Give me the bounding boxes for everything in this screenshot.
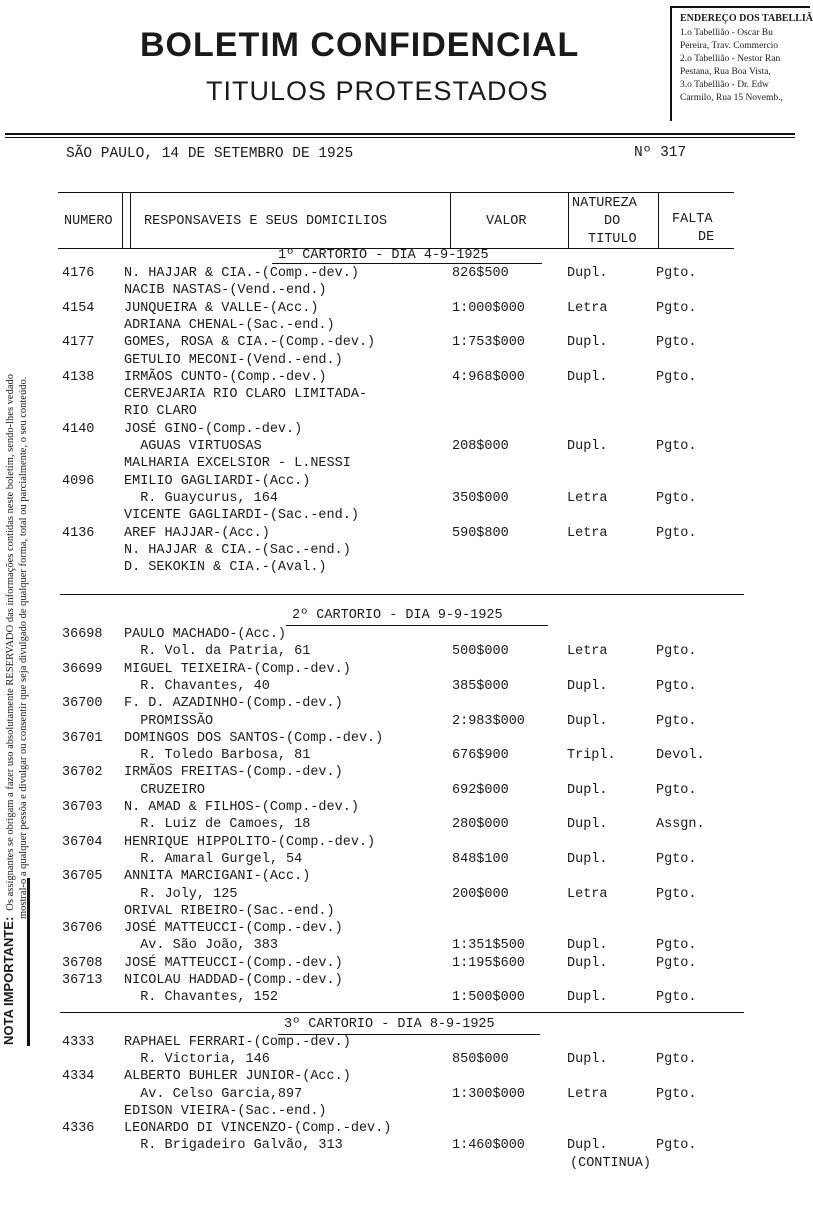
address-heading: ENDEREÇO DOS TABELLIÃ <box>680 13 813 24</box>
row-value: 500$000 <box>452 644 509 660</box>
table-row <box>0 887 795 904</box>
row-responsible: PAULO MACHADO-(Acc.) <box>124 627 287 642</box>
row-responsible: Av. Celso Garcia,897 <box>124 1086 303 1102</box>
row-value: 848$100 <box>452 851 509 867</box>
row-number: 36708 <box>62 955 103 971</box>
row-responsible: R. Victoria, 146 <box>124 1052 270 1068</box>
table-row <box>0 938 795 955</box>
row-number: 4333 <box>62 1035 95 1050</box>
section-heading: 2º CARTORIO - DIA 9-9-1925 <box>292 608 503 623</box>
col-header-falta-2: DE <box>698 230 715 245</box>
row-nature: Dupl. <box>567 1138 608 1154</box>
table-row <box>0 627 795 644</box>
row-nature: Letra <box>567 644 608 660</box>
row-reason: Pgto. <box>656 713 697 729</box>
row-nature: Dupl. <box>567 955 608 971</box>
row-value: 385$000 <box>452 678 509 694</box>
row-responsible: R. Chavantes, 152 <box>124 990 278 1006</box>
row-responsible: HENRIQUE HIPPOLITO-(Comp.-dev.) <box>124 834 376 850</box>
table-row <box>0 731 795 748</box>
dateline: SÃO PAULO, 14 DE SETEMBRO DE 1925 <box>66 146 354 162</box>
row-nature: Letra <box>567 300 608 316</box>
row-responsible: MALHARIA EXCELSIOR - L.NESSI <box>124 456 351 472</box>
row-value: 676$900 <box>452 748 509 764</box>
row-responsible: IRMÃOS FREITAS-(Comp.-dev.) <box>124 765 343 781</box>
row-responsible: CRUZEIRO <box>124 782 206 798</box>
row-responsible: JOSÉ MATTEUCCI-(Comp.-dev.) <box>124 955 343 971</box>
row-reason: Pgto. <box>656 1086 697 1102</box>
address-line: Pereira, Trav. Commercio <box>680 41 779 51</box>
row-number: 4336 <box>62 1121 95 1136</box>
row-reason: Devol. <box>656 748 705 764</box>
col-header-natureza-2: DO <box>604 214 621 229</box>
row-responsible: CERVEJARIA RIO CLARO LIMITADA- <box>124 387 368 403</box>
table-row <box>0 335 795 352</box>
row-value: 1:753$000 <box>452 335 525 351</box>
side-note-text-2: mostral-o a qualquer pessôa e divulgar ou consentir que seja divulgado de qualquer forma, total ou parcialmente, o seu conteúdo. <box>18 376 29 919</box>
page-title: BOLETIM CONFIDENCIAL <box>140 26 580 64</box>
row-number: 4136 <box>62 525 95 541</box>
row-nature: Dupl. <box>567 335 608 351</box>
table-row <box>0 474 795 491</box>
side-note-text-1: Os assignantes se obrigam a fazer uso absolutamente RESERVADO das informações contidas neste boletim, sendo-lhes vedado <box>5 374 16 911</box>
table-row <box>0 921 795 938</box>
row-responsible: AREF HAJJAR-(Acc.) <box>124 525 270 541</box>
row-value: 2:983$000 <box>452 713 525 729</box>
row-responsible: EDISON VIEIRA-(Sac.-end.) <box>124 1103 327 1119</box>
row-nature: Dupl. <box>567 713 608 729</box>
row-number: 4176 <box>62 266 95 281</box>
table-row <box>0 852 795 869</box>
row-responsible: RIO CLARO <box>124 404 197 420</box>
row-reason: Pgto. <box>656 990 697 1006</box>
row-responsible: R. Guaycurus, 164 <box>124 490 278 506</box>
row-responsible: ANNITA MARCIGANI-(Acc.) <box>124 869 311 885</box>
row-reason: Pgto. <box>656 678 697 694</box>
table-row <box>0 404 795 421</box>
row-reason: Pgto. <box>656 439 697 454</box>
row-number: 36698 <box>62 627 103 642</box>
row-responsible: NACIB NASTAS-(Vend.-end.) <box>124 283 327 299</box>
row-responsible: D. SEKOKIN & CIA.-(Aval.) <box>124 560 327 576</box>
row-number: 36701 <box>62 730 103 746</box>
row-nature: Letra <box>567 886 608 902</box>
section-heading: 3º CARTORIO - DIA 8-9-1925 <box>284 1017 495 1032</box>
col-divider <box>130 192 131 248</box>
address-line: 2.o Tabellião - Nestor Ran <box>680 54 781 64</box>
row-reason: Pgto. <box>656 782 697 798</box>
row-value: 590$800 <box>452 525 509 541</box>
row-nature: Dupl. <box>567 817 608 833</box>
table-row <box>0 662 795 679</box>
table-row <box>0 370 795 387</box>
table-row <box>0 301 795 318</box>
row-reason: Pgto. <box>656 300 697 316</box>
row-responsible: EMILIO GAGLIARDI-(Acc.) <box>124 473 311 489</box>
table-row <box>0 526 795 543</box>
section-heading: 1º CARTORIO - DIA 4-9-1925 <box>278 248 489 263</box>
section-divider <box>60 1012 744 1013</box>
row-nature: Dupl. <box>567 678 608 694</box>
row-value: 826$500 <box>452 266 509 281</box>
table-row <box>0 800 795 817</box>
row-responsible: R. Joly, 125 <box>124 886 238 902</box>
page-subtitle: TITULOS PROTESTADOS <box>206 76 549 106</box>
row-responsible: AGUAS VIRTUOSAS <box>124 439 262 454</box>
row-number: 36704 <box>62 834 103 850</box>
row-responsible: Av. São João, 383 <box>124 938 278 954</box>
row-responsible: N. AMAD & FILHOS-(Comp.-dev.) <box>124 800 359 815</box>
col-header-falta: FALTA <box>672 212 713 227</box>
row-value: 1:351$500 <box>452 938 525 954</box>
table-row <box>0 543 795 560</box>
table-row <box>0 508 795 525</box>
table-row <box>0 1121 795 1138</box>
row-value: 692$000 <box>452 782 509 798</box>
table-row <box>0 1052 795 1069</box>
row-responsible: N. HAJJAR & CIA.-(Sac.-end.) <box>124 542 351 558</box>
table-row <box>0 1035 795 1052</box>
row-number: 36705 <box>62 869 103 885</box>
row-value: 280$000 <box>452 817 509 833</box>
row-nature: Dupl. <box>567 782 608 798</box>
table-row <box>0 266 795 283</box>
row-responsible: DOMINGOS DOS SANTOS-(Comp.-dev.) <box>124 730 384 746</box>
row-nature: Dupl. <box>567 990 608 1006</box>
table-row <box>0 990 795 1007</box>
table-row <box>0 956 795 973</box>
address-line: 1.o Tabellião - Oscar Bu <box>680 28 773 38</box>
row-value: 1:000$000 <box>452 300 525 316</box>
row-number: 4140 <box>62 421 95 437</box>
row-responsible: R. Vol. da Patria, 61 <box>124 644 311 660</box>
col-header-numero: NUMERO <box>64 214 113 229</box>
section-divider <box>60 594 744 595</box>
row-responsible: R. Chavantes, 40 <box>124 678 270 694</box>
table-row <box>0 456 795 473</box>
col-header-responsaveis: RESPONSAVEIS E SEUS DOMICILIOS <box>144 214 388 229</box>
header-rule-thin <box>5 137 795 138</box>
row-reason: Pgto. <box>656 525 697 541</box>
row-reason: Pgto. <box>656 1138 697 1154</box>
row-responsible: PROMISSÃO <box>124 713 214 729</box>
row-nature: Dupl. <box>567 266 608 281</box>
row-value: 208$000 <box>452 439 509 454</box>
table-row <box>0 714 795 731</box>
section-heading-underline <box>286 625 548 626</box>
table-row <box>0 765 795 782</box>
col-divider <box>568 192 569 248</box>
side-note <box>2 205 30 1045</box>
row-reason: Pgto. <box>656 886 697 902</box>
row-value: 200$000 <box>452 886 509 902</box>
row-responsible: GETULIO MECONI-(Vend.-end.) <box>124 352 343 368</box>
address-line: Pestana, Rua Boa Vista, <box>680 67 771 77</box>
bulletin-number: Nº 317 <box>634 145 687 161</box>
row-responsible: VICENTE GAGLIARDI-(Sac.-end.) <box>124 508 359 524</box>
table-row <box>0 387 795 404</box>
row-responsible: JOSÉ GINO-(Comp.-dev.) <box>124 421 303 437</box>
table-row <box>0 318 795 335</box>
row-nature: Letra <box>567 525 608 541</box>
table-row <box>0 283 795 300</box>
row-number: 4138 <box>62 369 95 385</box>
side-note-label: NOTA IMPORTANTE: <box>1 916 16 1045</box>
row-value: 1:460$000 <box>452 1138 525 1154</box>
table-row <box>0 422 795 439</box>
table-row <box>0 817 795 834</box>
row-number: 36699 <box>62 661 103 677</box>
table-row <box>0 748 795 765</box>
row-nature: Dupl. <box>567 938 608 954</box>
table-row <box>0 560 795 577</box>
table-row <box>0 973 795 990</box>
row-reason: Pgto. <box>656 1052 697 1068</box>
row-number: 4177 <box>62 335 95 351</box>
row-number: 36702 <box>62 765 103 781</box>
row-responsible: RAPHAEL FERRARI-(Comp.-dev.) <box>124 1035 351 1050</box>
row-responsible: JUNQUEIRA & VALLE-(Acc.) <box>124 300 319 316</box>
row-number: 36706 <box>62 921 103 937</box>
row-number: 36703 <box>62 800 103 815</box>
col-header-natureza-3: TITULO <box>588 232 637 247</box>
row-nature: Dupl. <box>567 851 608 867</box>
table-row <box>0 644 795 661</box>
table-row <box>0 783 795 800</box>
continua-note: (CONTINUA) <box>570 1156 652 1171</box>
col-header-valor: VALOR <box>486 214 527 229</box>
row-reason: Pgto. <box>656 644 697 660</box>
row-nature: Tripl. <box>567 748 616 764</box>
row-reason: Pgto. <box>656 938 697 954</box>
table-row <box>0 491 795 508</box>
row-value: 4:968$000 <box>452 369 525 385</box>
table-row <box>0 1138 795 1155</box>
row-value: 850$000 <box>452 1052 509 1068</box>
table-row <box>0 869 795 886</box>
row-responsible: IRMÃOS CUNTO-(Comp.-dev.) <box>124 369 327 385</box>
col-divider <box>122 192 123 248</box>
row-nature: Dupl. <box>567 439 608 454</box>
row-responsible: R. Amaral Gurgel, 54 <box>124 851 303 867</box>
address-line: Carmilo, Rua 15 Novemb., <box>680 93 783 103</box>
row-responsible: NICOLAU HADDAD-(Comp.-dev.) <box>124 973 343 988</box>
table-row <box>0 696 795 713</box>
address-box <box>670 6 813 121</box>
row-value: 1:500$000 <box>452 990 525 1006</box>
row-number: 4096 <box>62 473 95 489</box>
row-responsible: ALBERTO BUHLER JUNIOR-(Acc.) <box>124 1069 351 1085</box>
row-nature: Letra <box>567 490 608 506</box>
row-reason: Pgto. <box>656 266 697 281</box>
row-number: 36700 <box>62 696 103 712</box>
row-nature: Dupl. <box>567 369 608 385</box>
row-nature: Letra <box>567 1086 608 1102</box>
table-header <box>58 192 734 250</box>
row-responsible: F. D. AZADINHO-(Comp.-dev.) <box>124 696 343 712</box>
row-responsible: MIGUEL TEIXEIRA-(Comp.-dev.) <box>124 661 351 677</box>
table-row <box>0 353 795 370</box>
row-responsible: JOSÉ MATTEUCCI-(Comp.-dev.) <box>124 921 343 937</box>
table-row <box>0 904 795 921</box>
row-value: 1:300$000 <box>452 1086 525 1102</box>
row-reason: Pgto. <box>656 335 697 351</box>
row-responsible: R. Luiz de Camoes, 18 <box>124 817 311 833</box>
row-value: 350$000 <box>452 490 509 506</box>
row-responsible: ORIVAL RIBEIRO-(Sac.-end.) <box>124 903 335 919</box>
row-reason: Pgto. <box>656 369 697 385</box>
row-reason: Pgto. <box>656 490 697 506</box>
row-nature: Dupl. <box>567 1052 608 1068</box>
row-reason: Assgn. <box>656 817 705 833</box>
row-value: 1:195$600 <box>452 955 525 971</box>
row-responsible: N. HAJJAR & CIA.-(Comp.-dev.) <box>124 266 359 281</box>
address-line: 3.o Tabellião - Dr. Edw <box>680 80 769 90</box>
row-reason: Pgto. <box>656 851 697 867</box>
table-row <box>0 439 795 456</box>
row-responsible: LEONARDO DI VINCENZO-(Comp.-dev.) <box>124 1121 392 1136</box>
row-responsible: ADRIANA CHENAL-(Sac.-end.) <box>124 317 335 333</box>
table-header-top-line <box>58 192 734 193</box>
col-divider <box>450 192 451 248</box>
row-number: 4154 <box>62 300 95 316</box>
table-row <box>0 835 795 852</box>
header-rule <box>5 133 795 135</box>
row-responsible: GOMES, ROSA & CIA.-(Comp.-dev.) <box>124 335 376 351</box>
table-row <box>0 1104 795 1121</box>
section-heading-underline <box>272 263 542 264</box>
col-header-natureza: NATUREZA <box>572 196 637 211</box>
row-reason: Pgto. <box>656 955 697 971</box>
row-number: 4334 <box>62 1069 95 1085</box>
table-row <box>0 1087 795 1104</box>
row-number: 36713 <box>62 973 103 988</box>
table-row <box>0 1069 795 1086</box>
row-responsible: R. Toledo Barbosa, 81 <box>124 748 311 764</box>
row-responsible: R. Brigadeiro Galvão, 313 <box>124 1138 343 1154</box>
table-row <box>0 679 795 696</box>
col-divider <box>658 192 659 248</box>
